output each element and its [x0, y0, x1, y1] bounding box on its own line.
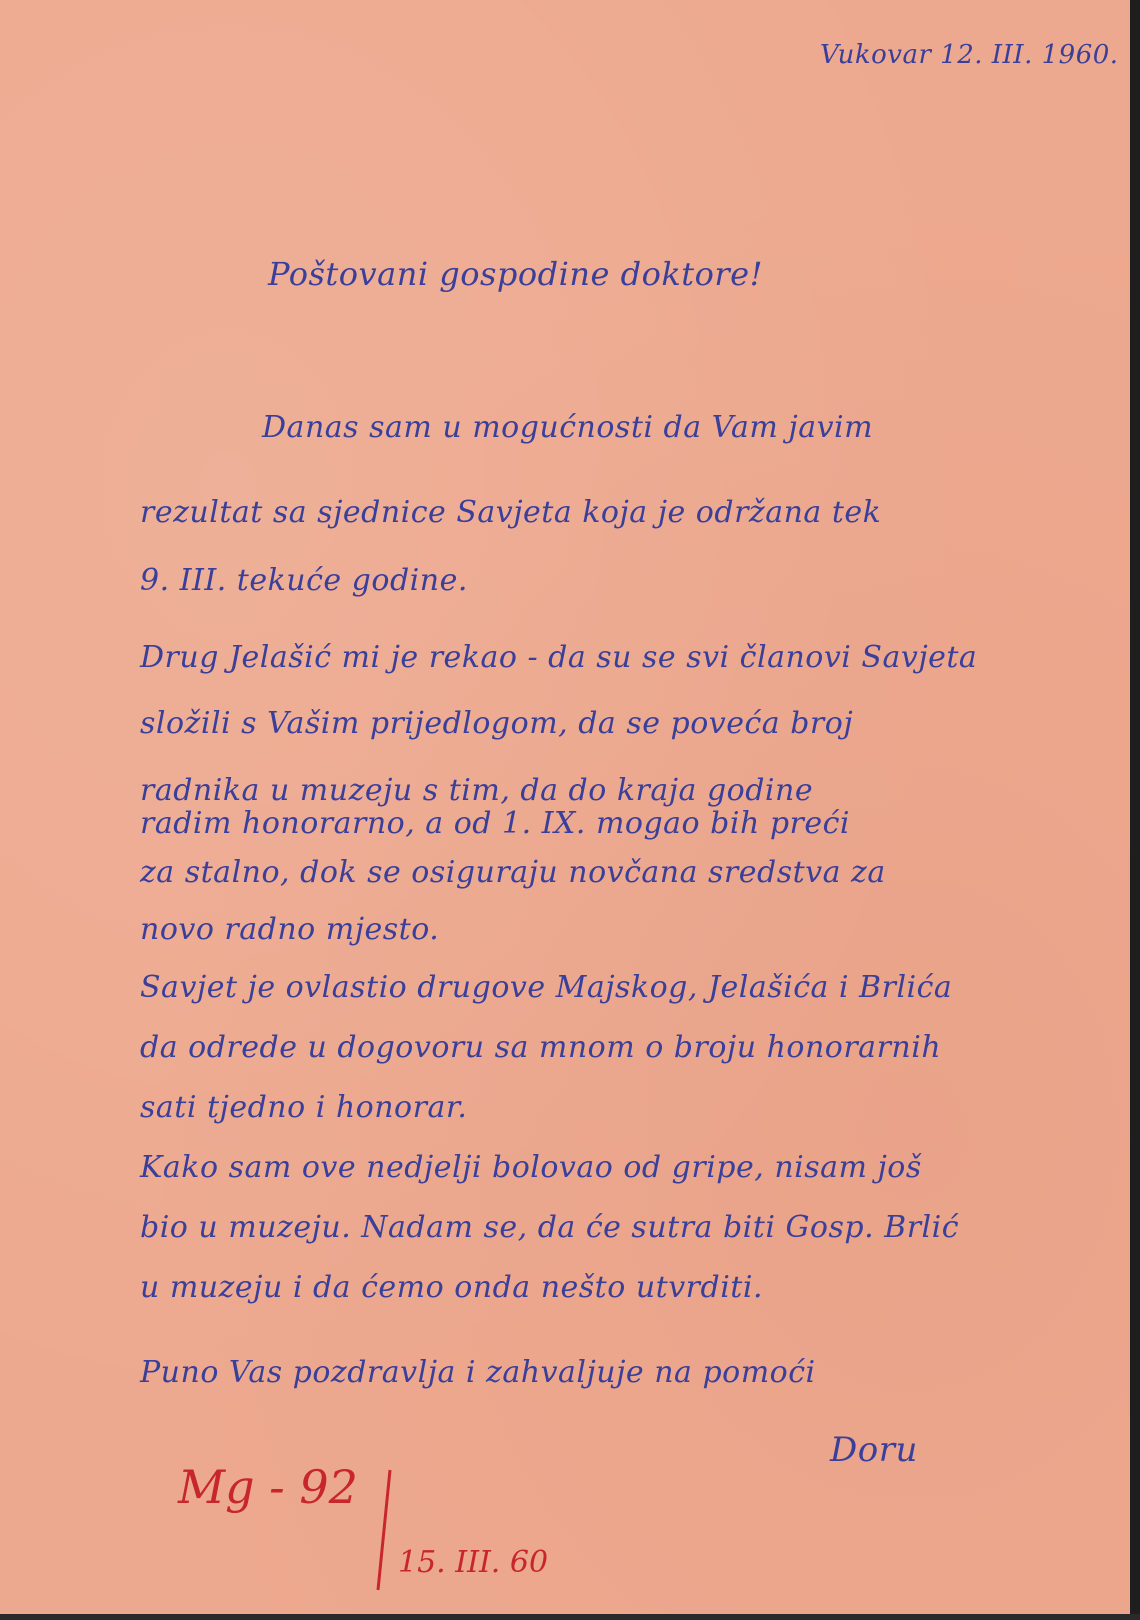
letter-line: Danas sam u mogućnosti da Vam javim: [262, 410, 874, 445]
scan-edge-bottom: [0, 1614, 1140, 1620]
letter-line: Drug Jelašić mi je rekao - da su se svi članovi Savjeta: [140, 640, 978, 675]
letter-line: novo radno mjesto.: [140, 912, 440, 947]
scan-edge: [1130, 0, 1140, 1620]
letter-line: Kako sam ove nedjelji bolovao od gripe, nisam još: [140, 1150, 922, 1185]
letter-signature: Doru: [830, 1430, 918, 1470]
letter-line: Puno Vas pozdravlja i zahvaljuje na pomoći: [140, 1355, 816, 1390]
letter-date: Vukovar 12. III. 1960.: [820, 40, 1119, 70]
letter-line: za stalno, dok se osiguraju novčana sredstva za: [140, 855, 886, 890]
letter-salutation: Poštovani gospodine doktore!: [268, 255, 763, 293]
letter-line: složili s Vašim prijedlogom, da se poveća broj: [140, 706, 854, 741]
letter-line: sati tjedno i honorar.: [140, 1090, 468, 1125]
archive-reference-date: 15. III. 60: [398, 1545, 549, 1580]
letter-line: Savjet je ovlastio drugove Majskog, Jelašića i Brlića: [140, 970, 953, 1005]
letter-line: da odrede u dogovoru sa mnom o broju honorarnih: [140, 1030, 942, 1065]
archive-reference-number: Mg - 92: [178, 1460, 358, 1514]
letter-line: radnika u muzeju s tim, da do kraja godine: [140, 773, 814, 808]
letter-line: rezultat sa sjednice Savjeta koja je održana tek: [140, 495, 882, 530]
letter-line: 9. III. tekuće godine.: [140, 563, 468, 598]
letter-line: radim honorarno, a od 1. IX. mogao bih preći: [140, 806, 851, 841]
letter-line: bio u muzeju. Nadam se, da će sutra biti Gosp. Brlić: [140, 1210, 960, 1245]
letter-line: u muzeju i da ćemo onda nešto utvrditi.: [140, 1270, 763, 1305]
